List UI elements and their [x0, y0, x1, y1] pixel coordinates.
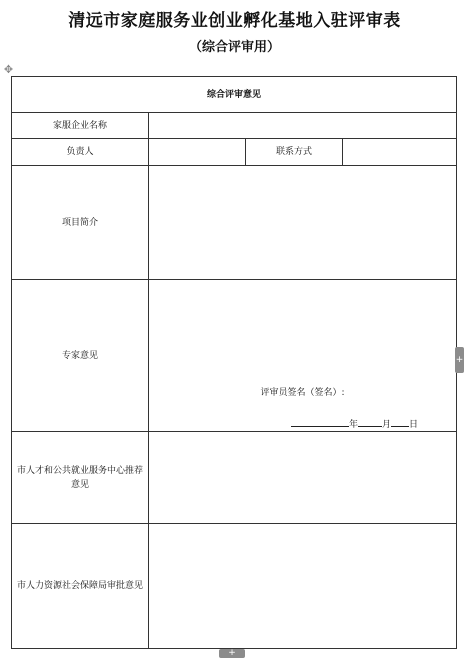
- project-intro-label: 项目简介: [12, 166, 149, 280]
- year-blank[interactable]: [291, 417, 349, 427]
- add-row-icon[interactable]: +: [219, 649, 245, 658]
- month-label: 月: [381, 420, 391, 430]
- reviewer-signature-label: 评审员签名（签名）:: [260, 388, 345, 398]
- contact-field[interactable]: [343, 139, 457, 166]
- table-row: [12, 113, 457, 139]
- enterprise-name-field[interactable]: [149, 113, 457, 139]
- enterprise-name-label: 家服企业名称: [12, 113, 149, 139]
- table-row: [12, 77, 457, 113]
- table-row: [12, 166, 457, 280]
- table-row: [12, 432, 457, 524]
- responsible-person-label: 负责人: [12, 139, 149, 166]
- document-subtitle: （综合评审用）: [188, 40, 280, 55]
- day-blank[interactable]: [391, 417, 409, 427]
- table-row: [12, 280, 457, 432]
- table-row: [12, 524, 457, 649]
- project-intro-field[interactable]: [149, 166, 457, 280]
- service-center-field[interactable]: [149, 432, 457, 524]
- table-row: [12, 139, 457, 166]
- expert-opinion-field[interactable]: [149, 280, 457, 432]
- responsible-person-field[interactable]: [149, 139, 246, 166]
- bureau-label: 市人力资源社会保障局审批意见: [12, 524, 149, 649]
- service-center-label: 市人才和公共就业服务中心推荐意见: [12, 432, 149, 524]
- table-move-handle-icon[interactable]: ✥: [3, 63, 14, 76]
- month-blank[interactable]: [358, 417, 382, 427]
- date-line: [291, 417, 418, 432]
- contact-label: 联系方式: [246, 139, 343, 166]
- expert-opinion-label: 专家意见: [12, 280, 149, 432]
- year-label: 年: [348, 420, 358, 430]
- add-column-icon[interactable]: +: [455, 347, 464, 373]
- day-label: 日: [409, 420, 419, 430]
- table-heading: 综合评审意见: [12, 77, 457, 113]
- bureau-field[interactable]: [149, 524, 457, 649]
- review-form-table: [11, 76, 457, 649]
- document-title: 清远市家庭服务业创业孵化基地入驻评审表: [68, 11, 401, 31]
